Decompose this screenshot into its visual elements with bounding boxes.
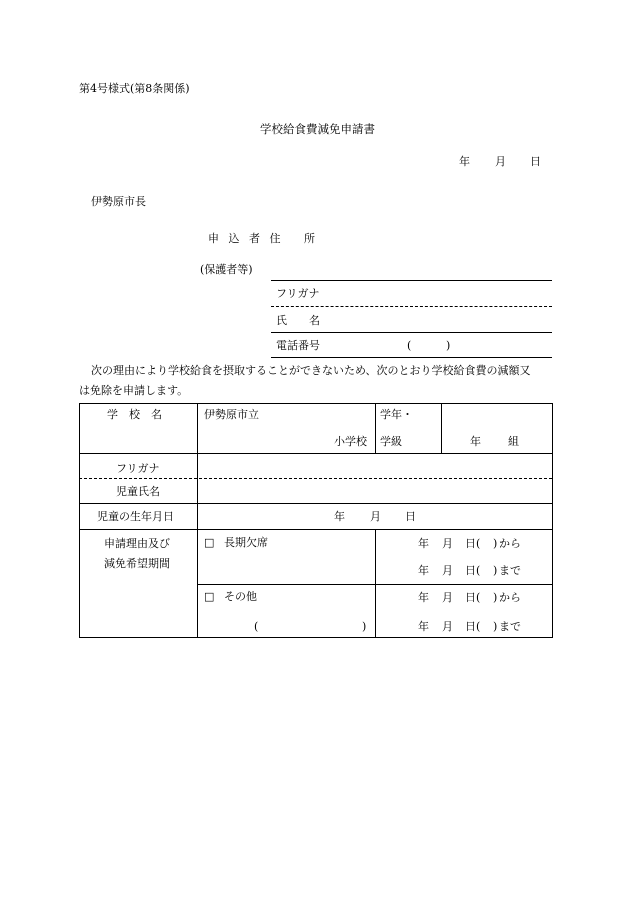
date-year-label: 年 bbox=[459, 155, 470, 168]
period-1-day: 日( bbox=[465, 537, 481, 550]
period-3-year: 年 bbox=[418, 591, 429, 604]
period-2-month: 月 bbox=[442, 564, 453, 577]
birth-day-label: 日 bbox=[405, 510, 416, 523]
applicant-address-label: 申 込 者 住 所 bbox=[208, 232, 318, 245]
row-divider-furigana bbox=[79, 478, 552, 479]
intro-line-2: は免除を申請します。 bbox=[79, 384, 189, 397]
child-name-label: 児童氏名 bbox=[116, 485, 160, 498]
date-day-label: 日 bbox=[530, 155, 541, 168]
row-divider-birth bbox=[79, 529, 552, 530]
period-2-close: ) bbox=[493, 564, 498, 577]
birth-month-label: 月 bbox=[370, 510, 381, 523]
phone-paren-close: ) bbox=[446, 339, 451, 352]
phone-underline bbox=[271, 357, 552, 358]
date-month-label: 月 bbox=[495, 155, 506, 168]
period-1-suffix: から bbox=[499, 537, 521, 550]
intro-line-1: 次の理由により学校給食を摂取することができないため、次のとおり学校給食費の減額又 bbox=[91, 364, 531, 377]
school-label: 学 校 名 bbox=[107, 408, 162, 421]
row-divider-school bbox=[79, 453, 552, 454]
addressee: 伊勢原市長 bbox=[91, 195, 146, 208]
address-underline bbox=[271, 280, 552, 281]
grade-column-divider bbox=[375, 403, 376, 453]
period-4-year: 年 bbox=[418, 620, 429, 633]
birth-year-label: 年 bbox=[334, 510, 345, 523]
grade-year-label: 年 bbox=[470, 435, 481, 448]
grade-label-1: 学年・ bbox=[380, 408, 413, 421]
label-column-divider bbox=[197, 403, 198, 637]
absence-label: 長期欠席 bbox=[224, 536, 268, 549]
grade-class-label: 組 bbox=[508, 435, 519, 448]
period-4-day: 日( bbox=[465, 620, 481, 633]
period-column-divider bbox=[375, 529, 376, 637]
other-checkbox[interactable]: □ bbox=[204, 590, 215, 603]
applicant-furigana-label: フリガナ bbox=[276, 287, 320, 300]
period-2-suffix: まで bbox=[499, 564, 521, 577]
applicant-name-label: 氏 名 bbox=[276, 314, 320, 327]
row-divider-reason bbox=[197, 584, 552, 585]
period-3-close: ) bbox=[493, 591, 498, 604]
grade-value-divider bbox=[441, 403, 442, 453]
other-paren-close: ) bbox=[362, 620, 367, 633]
period-3-suffix: から bbox=[499, 591, 521, 604]
period-1-month: 月 bbox=[442, 537, 453, 550]
name-underline bbox=[271, 332, 552, 333]
other-label: その他 bbox=[224, 590, 257, 603]
period-1-year: 年 bbox=[418, 537, 429, 550]
guardian-label: (保護者等) bbox=[200, 263, 253, 276]
school-suffix: 小学校 bbox=[334, 435, 367, 448]
furigana-divider bbox=[271, 306, 552, 307]
period-2-day: 日( bbox=[465, 564, 481, 577]
form-number: 第4号様式(第8条関係) bbox=[79, 82, 190, 95]
period-4-month: 月 bbox=[442, 620, 453, 633]
child-furigana-label: フリガナ bbox=[116, 462, 160, 475]
row-divider-name bbox=[79, 503, 552, 504]
period-4-close: ) bbox=[493, 620, 498, 633]
period-3-day: 日( bbox=[465, 591, 481, 604]
school-prefix: 伊勢原市立 bbox=[204, 408, 259, 421]
period-4-suffix: まで bbox=[499, 620, 521, 633]
absence-checkbox[interactable]: □ bbox=[204, 536, 215, 549]
period-1-close: ) bbox=[493, 537, 498, 550]
period-3-month: 月 bbox=[442, 591, 453, 604]
birth-label: 児童の生年月日 bbox=[97, 510, 174, 523]
page-title: 学校給食費減免申請書 bbox=[260, 122, 375, 136]
period-2-year: 年 bbox=[418, 564, 429, 577]
phone-label: 電話番号 bbox=[276, 339, 320, 352]
reason-label-2: 減免希望期間 bbox=[104, 557, 170, 570]
phone-paren-open: ( bbox=[407, 339, 412, 352]
reason-label-1: 申請理由及び bbox=[104, 537, 170, 550]
grade-label-2: 学級 bbox=[380, 435, 402, 448]
other-paren-open: ( bbox=[254, 620, 259, 633]
